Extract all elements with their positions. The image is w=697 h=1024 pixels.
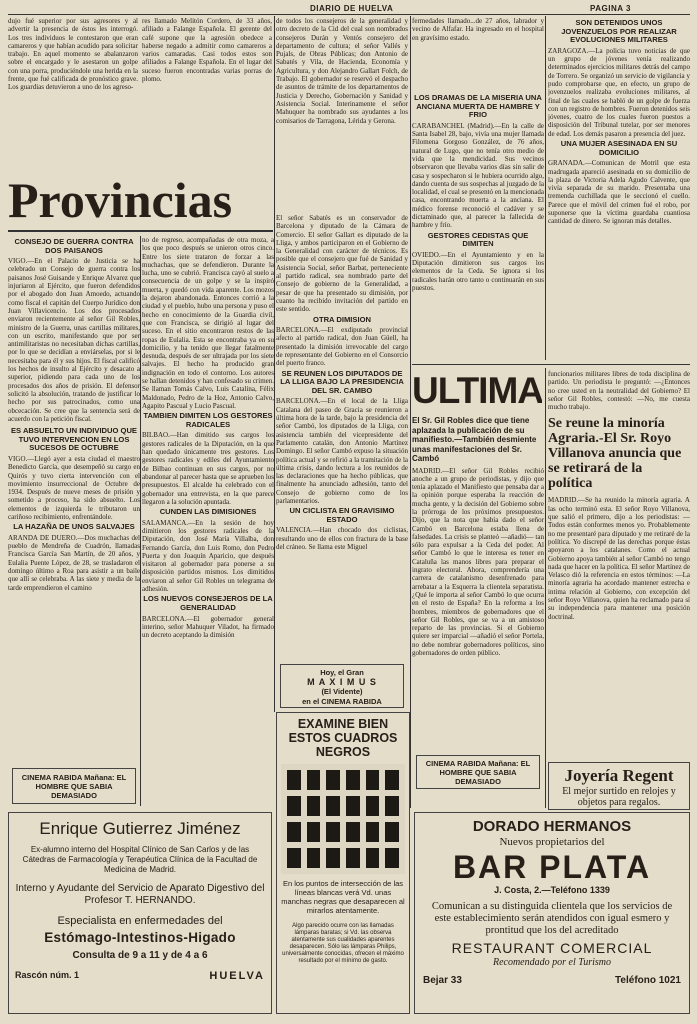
headline: CONSEJO DE GUERRA CONTRA DOS PAISANOS	[14, 237, 134, 255]
column-3	[276, 214, 408, 662]
headline: SON DETENIDOS UNOS JOVENZUELOS POR REALIZAR EVOLUCIONES MILITARES	[561, 18, 677, 45]
headline: ES ABSUELTO UN INDIVIDUO QUE TUVO INTERVENCION EN LOS SUCESOS DE OCTUBRE	[10, 426, 137, 453]
column-1	[8, 236, 140, 766]
headline: El Sr. Gil Robles dice que tiene aplazada la publicación de su manifiesto.—También desmiente unas manifestaciones del Sr. Cambó	[412, 416, 537, 463]
column-5	[548, 17, 690, 360]
article-text: BARCELONA.—En el local de la Lliga Catalana del paseo de Gracia se reunieron a última hora de la tarde, bajo la presidencia del señor Cambó, los diputados de la Lliga, con asistencia también del vicepresidente del Parlamento catalán, don Antonio Martínez Domingo. El señor Cambó expuso la situación política actual y se refirió a la tramitación de la última crisis, dando lectura a los reunidos de las declaraciones que ha hecho públicas, que finalmente ha anunciado adhesión, tanto del Consejo de gobierno como de los parlamentarios.	[276, 397, 408, 505]
headline: UN CICLISTA EN GRAVISIMO ESTADO	[289, 506, 395, 524]
headline: TAMBIEN DIMITEN LOS GESTORES RADICALES	[143, 411, 273, 429]
black-squares-illusion	[281, 764, 405, 874]
article-text: BARCELONA.—El gobernador general interino, señor Mahuquer Viladot, ha firmado un decreto aceptando la dimisión	[142, 614, 274, 640]
top-col-1: dujo fué superior por sus agresores y al advertir la presencia de éstos les interrogó. Los tres individuos le contestaron que eran camareros y que habían acudido para solicitar trabajo. En aquel momento se abalanzaron sobre el encargado y le asestaron un golpe con una porra, produciéndole una herida en la frente, que fué calificada de pronóstico grave. Los guardias detuvieron a uno de los agreso-	[8, 17, 138, 92]
joyeria-ad: Joyería Regent El mejor surtido en relojes y objetos para regalos.	[548, 762, 690, 810]
cinema-ad: CINEMA RABIDA Mañana: EL HOMBRE QUE SABIA DEMASIADO	[12, 768, 136, 804]
top-col-2: res llamado Melitón Cordero, de 33 años, afiliado a Falange Española. El gerente del café supone que la agresión obedece a haberse negado a admitir como camareros a varios camaradas. Casi todos estos son afiliados a Falange Española. En el lugar del suceso fueron encontradas varias porras de plomo.	[142, 17, 272, 84]
headline: UNA MUJER ASESINADA EN SU DOMICILIO	[560, 139, 678, 157]
article-text: VALENCIA.—Han chocado dos ciclistas, resultando uno de ellos con fractura de la base del cráneo. Se llama este Miguel	[276, 526, 408, 552]
column-4	[412, 92, 544, 360]
headline: LOS DRAMAS DE LA MISERIA UNA ANCIANA MUERTA DE HAMBRE Y FRIO	[414, 93, 542, 120]
article-text: MADRID.—Se ha reunido la minoría agraria. A las ocho terminó esta. El señor Royo Villanova, que salió el primero, dijo a los periodistas: —Todos están conformes menos yo. Probablemente no me presentaré para diputado y me retiraré de la política. Yo discrepé de las derechas porque éstas apoyaron a los catalanes. Como el actual Gobierno apoya también al señor Cambó no tengo nada que hacer en la política. El señor Martínez de Velasco dió la referencia en estos términos: —La minoría agraria ha acordado mantener estrecha e intima relación al Gobierno, con excepción del señor Royo Villanova, quien ha reclamado para sí su independencia para mantener una posición doctrinal.	[548, 496, 690, 621]
article-text: El señor Sabatés es un conservador de Barcelona y diputado de la Cámara de Comercio. El señor Gallart es diputado de la Lliga, y ambos participaron en el Gobierno de la Generalidad con carácter de técnicos. Es posible que el consejero que fué de Sanidad y Asistencia Social, señor Barbat, perteneciente al partido radical, sea nombrado parte del Consejo de gobierno de la Generalidad, a pesar de que ha presentado su dimisión, por cuanto ha recibido invitación del partido en este sentido.	[276, 214, 408, 314]
bar-plata-ad: DORADO HERMANOS Nuevos propietarios del BAR PLATA J. Costa, 2.—Teléfono 1339 Comunican a su distinguida clientela que los servicios de este establecimiento serán atendidos con igual esmero y prontitud que los del acreditado RESTAURANT COMERCIAL Recomendado por el Turismo Bejar 33 Teléfono 1021	[414, 812, 690, 1014]
article-text: BARCELONA.—El exdiputado provincial afecto al partido radical, don Juan Güell, ha presentado la dimisión irrevocable del cargo de representante del Gobierno en el Consorcio del puerto franco.	[276, 326, 408, 368]
article-text: CARABANCHEL (Madrid).—En la calle de Santa Isabel 28, bajo, vivía una mujer llamada Filomena Gorgoso González, de 76 años, natural de Lugo, que no tenía otro medio de vida que la mendicidad. Sus vecinos observaron que llevaba varios días sin salir de casa y sospecharon si le hubiera ocurrido algo, dando cuenta de sus sospechas al juzgado de la localidad, el cual se presentó en la mencionada casa, encontrando muerta a la anciana. El médico forense reconoció el cadáver y se dictaminado que, al parecer la fallecida de hambre y frío.	[412, 121, 544, 230]
article-text: ARANDA DE DUERO.—Dos muchachas del pueblo de Mendreña de Cuadrón, llamadas Francisca García San Martín, de 20 años, y Eulalia Puente López, de 28, se trasladaron el domingo último a Roa para asistir a un baile que allí se celebraba. A las siete y media de la tarde emprendieron el camino	[8, 533, 140, 592]
cinema-ad-2: CINEMA RABIDA Mañana: EL HOMBRE QUE SABIA DEMASIADO	[416, 755, 540, 789]
headline: CUNDEN LAS DIMISIONES	[159, 507, 257, 517]
article-text: MADRID.—El señor Gil Robles recibió anoche a un grupo de periodistas, y dijo que tenía aplazado el Manifiesto que pensaba dar a la opinión porque esperaba la reacción de mucha gente, y la decisión del Gobierno sobre la prórroga de los próximos presupuestos. Dijo, que la nota que había dado el señor Cambó en Barcelona estaba llena de falsedades. La crisis se planteó —añadió— tan sólo para expulsar a la Ceda del poder. Al señor Cambó lo que le interesa es tener en Cataluña las manos libres para preparar el ingrato electoral. Ahora, comprendería una carrera de catalanismo desenfrenado para arrebatar a la Esquerra la clientela separatista. ¿Qué le importa al señor Cambó lo que ocurra en el resto de España? En la reforma a los hombres, miembros de gobernadores que el señor Gil Robles, que se va a un amistoso reparto de las provincias. Si el Gobierno quiere ser imparcial —añadió el señor Portela, no debe nombrar gobernadores políticos, sino gobernadores de orden público.	[412, 466, 544, 658]
article-text: BILBAO.—Han dimitido sus cargos los gestores radicales de la Diputación, en la que han quedado únicamente tres gestores. Los gestores radicales y ediles del Ayuntamiento de Bilbao continuan en sus cargos, por no abandonar al parecer hasta que se aprueben los presupuestos. El alcalde ha celebrado con el gobernador una entrevista, en la que parece llegaron a la solución apuntada.	[142, 431, 274, 506]
page-number: PAGINA 3	[590, 4, 631, 13]
section-title: Provincias	[8, 172, 233, 228]
headline: LA HAZAÑA DE UNOS SALVAJES	[13, 522, 135, 532]
headline: Se reune la minoría Agraria.-El Sr. Royo Villanova anuncia que se retirará de la política	[548, 416, 682, 492]
ultima-col-1	[412, 416, 544, 752]
doctor-ad: Enrique Gutierrez Jiménez Ex-alumno interno del Hospital Clínico de San Carlos y de las Cátedras de Farmacología y Terapéutica Clínica de la Facultad de Medicina de Madrid. Interno y Ayudante del Servicio de Aparato Digestivo del Profesor T. HERNANDO. Especialista en enfermedades del Estómago-Intestinos-Higado Consulta de 9 a 11 y de 4 a 6 Rascón núm. 1 HUELVA	[8, 812, 272, 1014]
headline: LOS NUEVOS CONSEJEROS DE LA GENERALIDAD	[143, 594, 273, 612]
headline: GESTORES CEDISTAS QUE DIMITEN	[427, 230, 529, 249]
ultima-hora-title: ULTIMA	[412, 370, 542, 411]
article-text: VIGO.—Llegó ayer a esta ciudad el maestro Benedicto García, que desempeñó su cargo en Quirós y tuvo cierta intervención con el movimiento insurreccional de Octubre de 1934. Después de nueve meses de prisión y sometido a proceso, ha sido absuelto. Los elementos de izquierda le tributaron un cariñoso recibimiento, enfrentándole.	[8, 454, 140, 521]
article-text: OVIEDO.—En el Ayuntamiento y en la Diputación dimitieron sus cargos los elementos de la Ceda. Se ignora si los radicales harán otro tanto o continuarán en sus puestos.	[412, 250, 544, 293]
article-text: SALAMANCA.—En la sesión de hoy dimitieron los gestores radicales de la Diputación, don José María Villalba, don Fernando García, don Luis Romo, don Pedro Puerta y don Joaquín Aparicio, que después visitaron al gobernador para ponerse a su disposición partidos mismos. Los dimitidos enviaron al señor Gil Robles un telegrama de adhesión.	[142, 518, 274, 594]
headline: OTRA DIMISION	[313, 314, 371, 324]
article-text: funcionarios militares libres de toda disciplina de partido. Un periodista le preguntó: —¿Entonces no cree usted en la neutralidad del Gobierno? El señor Gil Robles, contestó: —No, me cuesta mucho trabajo.	[548, 370, 690, 412]
philips-ad: EXAMINE BIEN ESTOS CUADROS NEGROS En los puntos de intersección de las líneas blancas verá Vd. unas manchas negras que desaparecen al mirarlos atentamente. Algo parecido ocurre con las llamadas lámparas baratas; si Vd. las observa atentamente sus cualidades aparentes desaparecen. Sólo las lámparas Philips, universalmente conocidas, ofrecen el máximo resultado por el mínimo de gasto.	[276, 712, 410, 1014]
ultima-col-2	[548, 370, 690, 730]
top-col-4: fermedades llamado...de 27 años, labrador y vecino de Alfafar. Ha ingresado en el hospital en gravísimo estado.	[412, 17, 544, 42]
article-text: GRANADA.—Comunican de Motril que esta madrugada apareció asesinada en su domicilio de la plaza de Victoria Adela Agudo Calvente, que vivía separada de su marido. Presentaba una tremenda cuchillada que le seccionó el cuello. Parece que el móvil del crimen fué el robo, por suponerse que la víctima guardaba cuantiosa cantidad de dinero. Se ignoran más detalles.	[548, 159, 690, 226]
maximus-ad: Hoy, el Gran M A X I M U S (El Vidente) en el CINEMA RABIDA	[280, 664, 404, 708]
column-2	[142, 236, 274, 812]
article-text: no de regreso, acompañadas de otra moza, a los que poco después se unieron otros cinco. Entre los siete trataron de forzar a las muchachas, que se defendieron. Durante la lucha, uno se cubrió. Francisca cayó al suelo a consecuencia de un golpe y se la inspiró muerta, y quedó con vida aparente. Los mozos la dejaron abandonada. Entonces corrió a la ciudad y el pueblo, hubo una persona y puso el hecho en conocimiento de la Guardia civil, que con Francisca, se dirigió al lugar del suceso. En el sitio encontraron restos de las ropas de Eulalia. Esta se encontraba ya en su domicilio, y ha tenido que llegar fatalmente desnuda, después de ser ultrajada por los siete salvajes. El hecho ha producido gran indignación en todo el contorno. Los autores se hallan detenidos y han confesado su crimen. Se llaman Tomás Calvo, Luis Catalina, Félix Maldonado, Pedro de la Hoz, Antonio Calvo, Agapito Pascual y Lucio Pascual.	[142, 236, 274, 410]
article-text: VIGO.—En el Palacio de Justicia se ha celebrado un Consejo de guerra contra los paisanos José Guisande y Enrique Alvarez que injuriaron al Ejército, que fueron defendidos por el abogado don Juan Amoedo, actuando como fiscal el capitán del Cuerpo Jurídico don Juan Villavicencio. Los dos procesados enviaron recientemente al señor Gil Robles, ministro de la Guerra, unas cartillas militares, con un escrito, manifestando que por ser antimilitaristas no necesitaban dichas cartillas, por lo que se decidían a enviárselas, por si le necesitaba para él y sus hijos. El fiscal calificó los hechos de insulto al Ejército y desacato a superior, pidiendo para cada uno de los procesados dos años de prisión. El defensor solicitó la absolución, tratando de justificar lo hecho por sus patrocinados, como una obcecación. Se cree que la sentencia será de acuerdo con la petición fiscal.	[8, 257, 140, 423]
top-col-3: de todos los consejeros de la generalidad y otro decreto de la Cid del cual son nombrados consejeros Durán y Ventós consejero del departamento de cultura; el señor Vallés y Pujals, de Obras Públicas; don Antonio de Sabatés y Vila, de Hacienda, Economía y Agricultura, y don Alejandro Gallart Folch, de Trabajo. El gobernador se reservó el despacho de asuntos de trámite de los departamentos de Justicia y Derecho, Gobernación y Sanidad y Asistencia Social. Interinamente el señor Mahuquer ha nombrado sus ayudantes a los comisarios de Tarragona, Lérida y Gerona.	[276, 17, 408, 125]
article-text: ZARAGOZA.—La policia tuvo noticias de que un grupo de jóvenes venía realizando determinados ejercicios militares detrás del campo de Torrero. Se organizó un servicio de vigilancia y pudo comprobarse que, en efecto, un grupo de jovenzuelos realizaba evoluciones militares, al final de las cuales se habló de un golpe de fuerza con un registro de hombres. Fueron detenidos seis jóvenes, cuatro de los cuales fueron puestos a disposición del Tribunal tutelar, por ser menores de edad. Los demás pasaron a presencia del juez.	[548, 46, 690, 138]
newspaper-name: DIARIO DE HUELVA	[310, 4, 394, 13]
headline: SE REUNEN LOS DIPUTADOS DE LA LLIGA BAJO LA PRESIDENCIA DEL SR. CAMBO	[280, 368, 404, 395]
